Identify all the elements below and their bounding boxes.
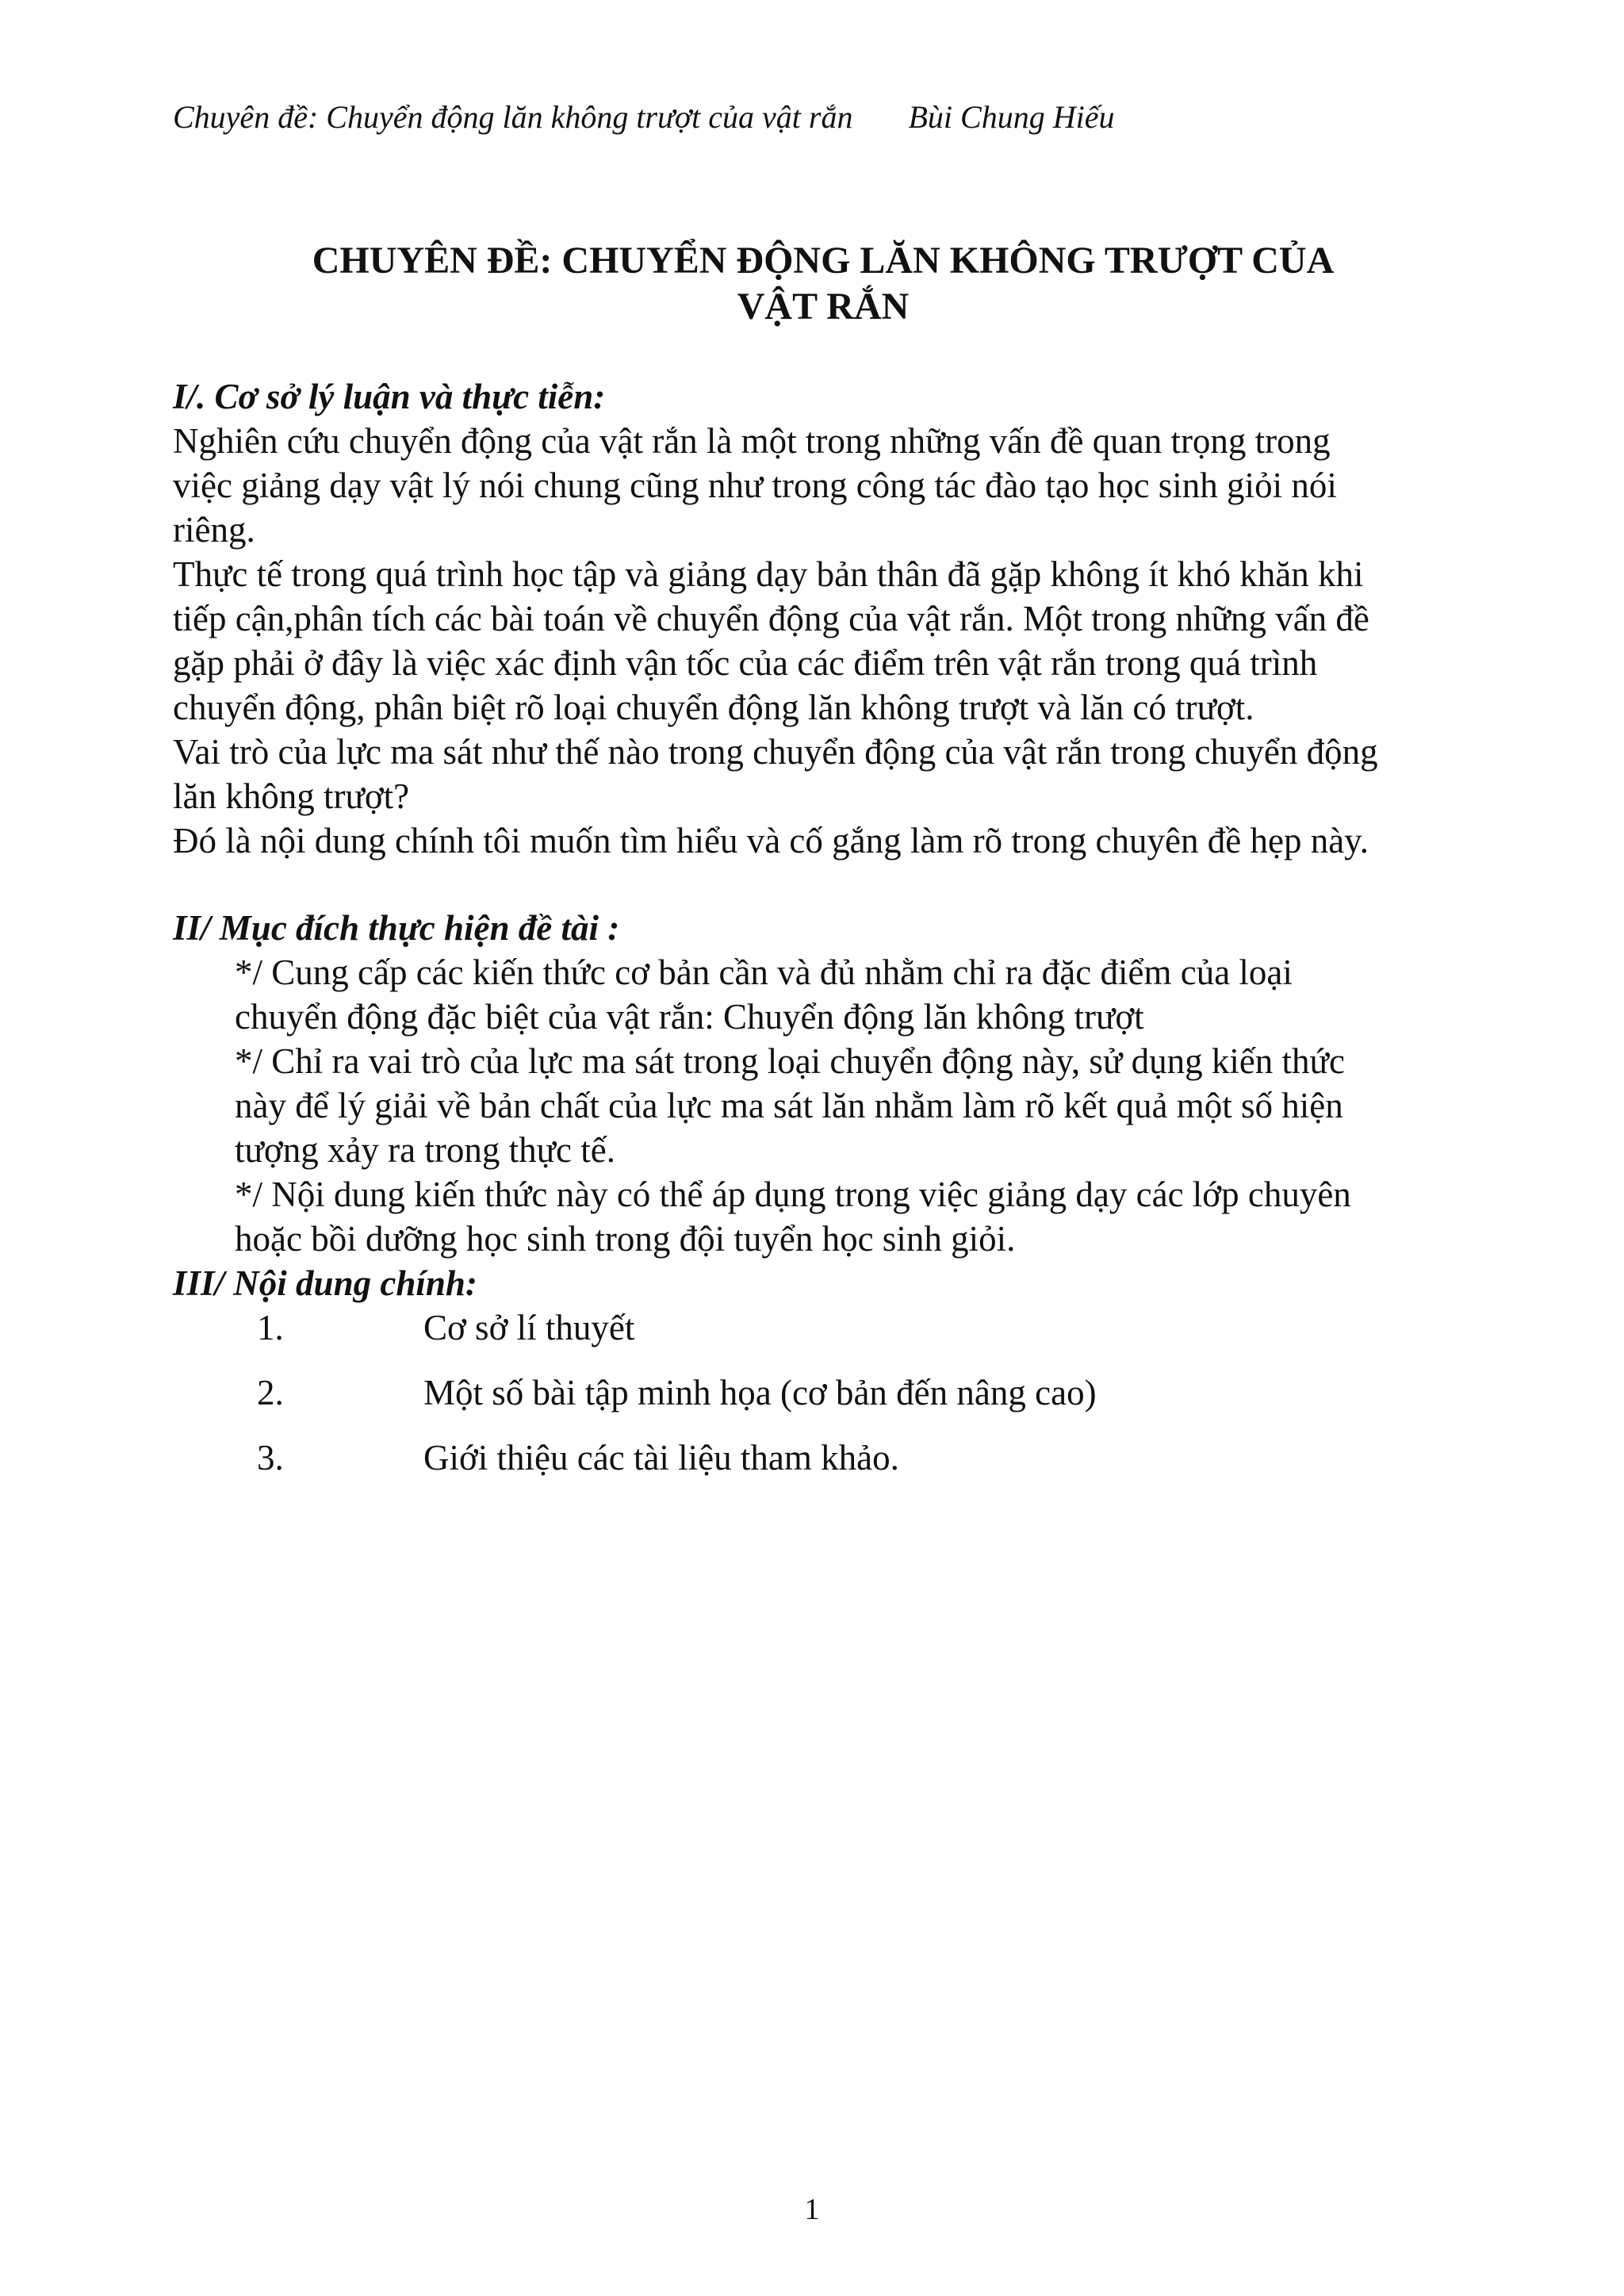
text-line: gặp phải ở đây là việc xác định vận tốc của các điểm trên vật rắn trong quá trình: [173, 643, 1318, 683]
content-list: [173, 1305, 1473, 1480]
list-item-text: Một số bài tập minh họa (cơ bản đến nâng cao): [423, 1373, 1097, 1412]
section-objectives-and-content: [173, 906, 1473, 1501]
paragraph-4: [173, 818, 1473, 863]
text-line: Nghiên cứu chuyển động của vật rắn là một trong những vấn đề quan trọng trong: [173, 421, 1331, 461]
list-item: [173, 1305, 1473, 1350]
text-line: việc giảng dạy vật lý nói chung cũng như trong công tác đào tạo học sinh giỏi nói: [173, 466, 1337, 505]
list-item-number: 1.: [257, 1308, 284, 1347]
text-line: */ Nội dung kiến thức này có thể áp dụng trong việc giảng dạy các lớp chuyên: [235, 1175, 1351, 1214]
text-line: */ Chỉ ra vai trò của lực ma sát trong loại chuyển động này, sử dụng kiến thức: [235, 1041, 1345, 1081]
list-item-number: 2.: [257, 1373, 284, 1412]
text-line: Đó là nội dung chính tôi muốn tìm hiểu và cố gắng làm rõ trong chuyên đề hẹp này.: [173, 821, 1369, 861]
bullet-3: [235, 1172, 1473, 1261]
section-rationale: [173, 374, 1473, 863]
paragraph-3: [173, 730, 1473, 818]
title-line-1: CHUYÊN ĐỀ: CHUYỂN ĐỘNG LĂN KHÔNG TRƯỢT CỦA: [312, 240, 1335, 282]
bullet-2: [235, 1039, 1473, 1172]
text-line: tiếp cận,phân tích các bài toán về chuyển động của vật rắn. Một trong những vấn đề: [173, 599, 1369, 638]
title-line-2: VẬT RẮN: [737, 286, 910, 328]
list-item-text: Cơ sở lí thuyết: [423, 1308, 635, 1347]
header-topic: Chuyên đề: Chuyển động lăn không trượt của vật rắn: [173, 99, 853, 135]
bullet-1: [235, 950, 1473, 1039]
text-line: Thực tế trong quá trình học tập và giảng dạy bản thân đã gặp không ít khó khăn khi: [173, 554, 1364, 594]
list-item: [173, 1370, 1473, 1415]
paragraph-2: [173, 552, 1473, 730]
text-line: riêng.: [173, 510, 255, 550]
list-item-text: Giới thiệu các tài liệu tham khảo.: [423, 1438, 899, 1478]
section-heading-2: II/ Mục đích thực hiện đề tài :: [173, 908, 620, 948]
section-heading-3: III/ Nội dung chính:: [173, 1263, 477, 1303]
text-line: này để lý giải về bản chất của lực ma sát lăn nhằm làm rõ kết quả một số hiện: [235, 1086, 1343, 1125]
list-item: [173, 1435, 1473, 1480]
text-line: lăn không trượt?: [173, 776, 410, 816]
paragraph-1: [173, 419, 1473, 552]
text-line: chuyển động đặc biệt của vật rắn: Chuyển động lăn không trượt: [235, 997, 1144, 1037]
running-header: [173, 98, 1114, 136]
text-line: chuyển động, phân biệt rõ loại chuyển động lăn không trượt và lăn có trượt.: [173, 688, 1254, 727]
section-heading-1: I/. Cơ sở lý luận và thực tiễn:: [173, 377, 606, 416]
list-item-number: 3.: [257, 1438, 284, 1478]
text-line: */ Cung cấp các kiến thức cơ bản cần và đủ nhằm chỉ ra đặc điểm của loại: [235, 953, 1293, 992]
text-line: Vai trò của lực ma sát như thế nào trong chuyển động của vật rắn trong chuyển động: [173, 732, 1378, 772]
page-number: 1: [804, 2193, 820, 2226]
text-line: tượng xảy ra trong thực tế.: [235, 1130, 615, 1170]
text-line: hoặc bồi dưỡng học sinh trong đội tuyển học sinh giỏi.: [235, 1219, 1016, 1259]
document-title: [173, 238, 1473, 330]
header-author: Bùi Chung Hiếu: [908, 99, 1115, 135]
